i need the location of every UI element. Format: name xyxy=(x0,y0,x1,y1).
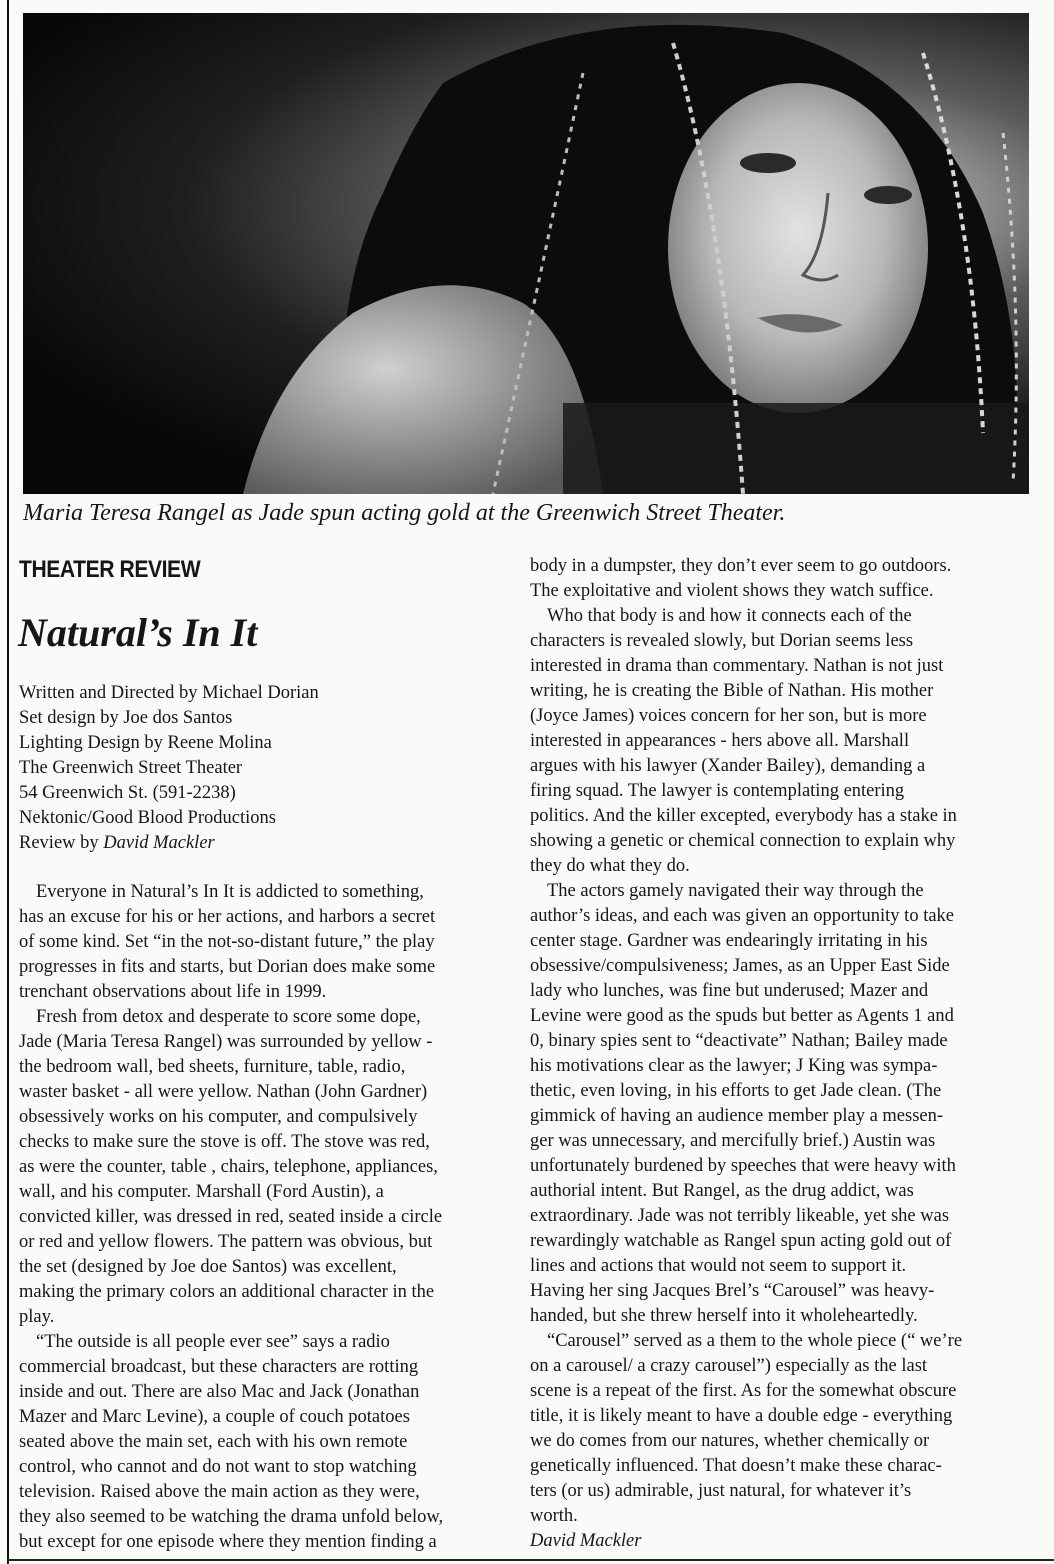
text-line: The exploitative and violent shows they watch suffice. xyxy=(530,581,934,601)
text-line: (Joyce James) voices concern for her son, but is more xyxy=(530,706,927,726)
text-line: genetically influenced. That doesn’t make these charac- xyxy=(530,1456,942,1476)
author-signature: David Mackler xyxy=(530,1531,642,1551)
text-line: but except for one episode where they mention finding a xyxy=(19,1532,437,1552)
text-line: they do what they do. xyxy=(530,856,690,876)
text-line: play. xyxy=(19,1307,55,1327)
text-line: thetic, even loving, in his efforts to get Jade clean. (The xyxy=(530,1081,942,1101)
text-line: authorial intent. But Rangel, as the drug addict, was xyxy=(530,1181,914,1201)
text-line: of some kind. Set “in the not-so-distant future,” the play xyxy=(19,932,435,952)
text-line: handed, but she threw herself into it wholeheartedly. xyxy=(530,1306,918,1326)
text-line: Jade (Maria Teresa Rangel) was surrounded by yellow - xyxy=(19,1032,433,1052)
text-line: progresses in fits and starts, but Dorian does make some xyxy=(19,957,436,977)
credit-line: The Greenwich Street Theater xyxy=(19,758,243,778)
text-line: they also seemed to be watching the drama unfold below, xyxy=(19,1507,444,1527)
text-line: waster basket - all were yellow. Nathan (John Gardner) xyxy=(19,1082,428,1102)
text-line: argues with his lawyer (Xander Bailey), demanding a xyxy=(530,756,926,776)
text-line: or red and yellow flowers. The pattern was obvious, but xyxy=(19,1232,433,1252)
text-line: lines and actions that would not seem to support it. xyxy=(530,1256,907,1276)
text-line: author’s ideas, and each was given an opportunity to take xyxy=(530,906,955,926)
text-line: rewardingly watchable as Rangel spun acting gold out of xyxy=(530,1231,952,1251)
text-line: seated above the main set, each with his own remote xyxy=(19,1432,408,1452)
text-line: extraordinary. Jade was not terribly likeable, yet she was xyxy=(530,1206,950,1226)
text-line: lady who lunches, was fine but underused; Mazer and xyxy=(530,981,929,1001)
text-line: interested in appearances - hers above all. Marshall xyxy=(530,731,910,751)
article-column-left xyxy=(19,880,497,1555)
text-line: checks to make sure the stove is off. The stove was red, xyxy=(19,1132,430,1152)
text-line: inside and out. There are also Mac and Jack (Jonathan xyxy=(19,1382,420,1402)
text-line: body in a dumpster, they don’t ever seem to go outdoors. xyxy=(530,556,952,576)
text-line: Who that body is and how it connects each of the xyxy=(547,606,912,626)
text-line: making the primary colors an additional character in the xyxy=(19,1282,435,1302)
text-line: Mazer and Marc Levine), a couple of couch potatoes xyxy=(19,1407,410,1427)
credit-line: Nektonic/Good Blood Productions xyxy=(19,808,276,828)
text-line: showing a genetic or chemical connection to explain why xyxy=(530,831,956,851)
text-line: title, it is likely meant to have a double edge - everything xyxy=(530,1406,953,1426)
review-byline xyxy=(19,831,319,856)
text-line: 0, binary spies sent to “deactivate” Nathan; Bailey made xyxy=(530,1031,948,1051)
portrait-illustration xyxy=(23,13,1029,494)
credit-line: 54 Greenwich St. (591-2238) xyxy=(19,783,236,803)
credit-line: Written and Directed by Michael Dorian xyxy=(19,683,319,703)
text-line: writing, he is creating the Bible of Nathan. His mother xyxy=(530,681,934,701)
text-line: Levine were good as the spuds but better as Agents 1 and xyxy=(530,1006,954,1026)
text-line: as were the counter, table , chairs, telephone, appliances, xyxy=(19,1157,438,1177)
text-line: The actors gamely navigated their way through the xyxy=(547,881,924,901)
text-line: gimmick of having an audience member play a messen- xyxy=(530,1106,944,1126)
photo-caption: Maria Teresa Rangel as Jade spun acting gold at the Greenwich Street Theater. xyxy=(23,500,786,526)
text-line: on a carousel/ a crazy carousel”) especially as the last xyxy=(530,1356,928,1376)
text-line: “The outside is all people ever see” says a radio xyxy=(36,1332,390,1352)
text-line: television. Raised above the main action as they were, xyxy=(19,1482,420,1502)
text-line: control, who cannot and do not want to stop watching xyxy=(19,1457,417,1477)
article-headline: Natural’s In It xyxy=(18,610,258,655)
text-line: trenchant observations about life in 1999. xyxy=(19,982,327,1002)
text-line: politics. And the killer excepted, everybody has a stake in xyxy=(530,806,957,826)
text-line: has an excuse for his or her actions, and harbors a secret xyxy=(19,907,436,927)
text-line: Everyone in Natural’s In It is addicted to something, xyxy=(36,882,424,902)
text-line: center stage. Gardner was endearingly irritating in his xyxy=(530,931,928,951)
credit-line: Set design by Joe dos Santos xyxy=(19,708,233,728)
text-line: his motivations clear as the lawyer; J King was sympa- xyxy=(530,1056,938,1076)
article-photo xyxy=(23,13,1029,494)
bottom-rule xyxy=(7,1559,1054,1561)
text-line: convicted killer, was dressed in red, seated inside a circle xyxy=(19,1207,443,1227)
text-line: characters is revealed slowly, but Dorian seems less xyxy=(530,631,914,651)
text-line: we do comes from our natures, whether chemically or xyxy=(530,1431,930,1451)
production-credits xyxy=(19,681,319,856)
text-line: the set (designed by Joe doe Santos) was excellent, xyxy=(19,1257,397,1277)
credit-line: Lighting Design by Reene Molina xyxy=(19,733,272,753)
text-line: ger was unnecessary, and mercifully brief.) Austin was xyxy=(530,1131,936,1151)
text-line: ters (or us) admirable, just natural, for whatever it’s xyxy=(530,1481,912,1501)
text-line: scene is a repeat of the first. As for the somewhat obscure xyxy=(530,1381,957,1401)
text-line: commercial broadcast, but these characters are rotting xyxy=(19,1357,419,1377)
article-column-right xyxy=(530,554,1022,1554)
text-line: obsessive/compulsiveness; James, as an Upper East Side xyxy=(530,956,950,976)
section-label: THEATER REVIEW xyxy=(19,556,201,583)
byline-author: David Mackler xyxy=(103,833,215,853)
text-line: the bedroom wall, bed sheets, furniture, table, radio, xyxy=(19,1057,406,1077)
text-line: Fresh from detox and desperate to score some dope, xyxy=(36,1007,421,1027)
text-line: unfortunately burdened by speeches that were heavy with xyxy=(530,1156,956,1176)
left-margin-rule xyxy=(7,0,9,1564)
text-line: interested in drama than commentary. Nathan is not just xyxy=(530,656,944,676)
text-line: obsessively works on his computer, and compulsively xyxy=(19,1107,418,1127)
text-line: “Carousel” served as a them to the whole piece (“ we’re xyxy=(547,1331,963,1351)
text-line: Having her sing Jacques Brel’s “Carousel” was heavy- xyxy=(530,1281,935,1301)
text-line: wall, and his computer. Marshall (Ford Austin), a xyxy=(19,1182,384,1202)
text-line: firing squad. The lawyer is contemplating entering xyxy=(530,781,905,801)
byline-prefix: Review by xyxy=(19,833,104,853)
text-line: worth. xyxy=(530,1506,578,1526)
